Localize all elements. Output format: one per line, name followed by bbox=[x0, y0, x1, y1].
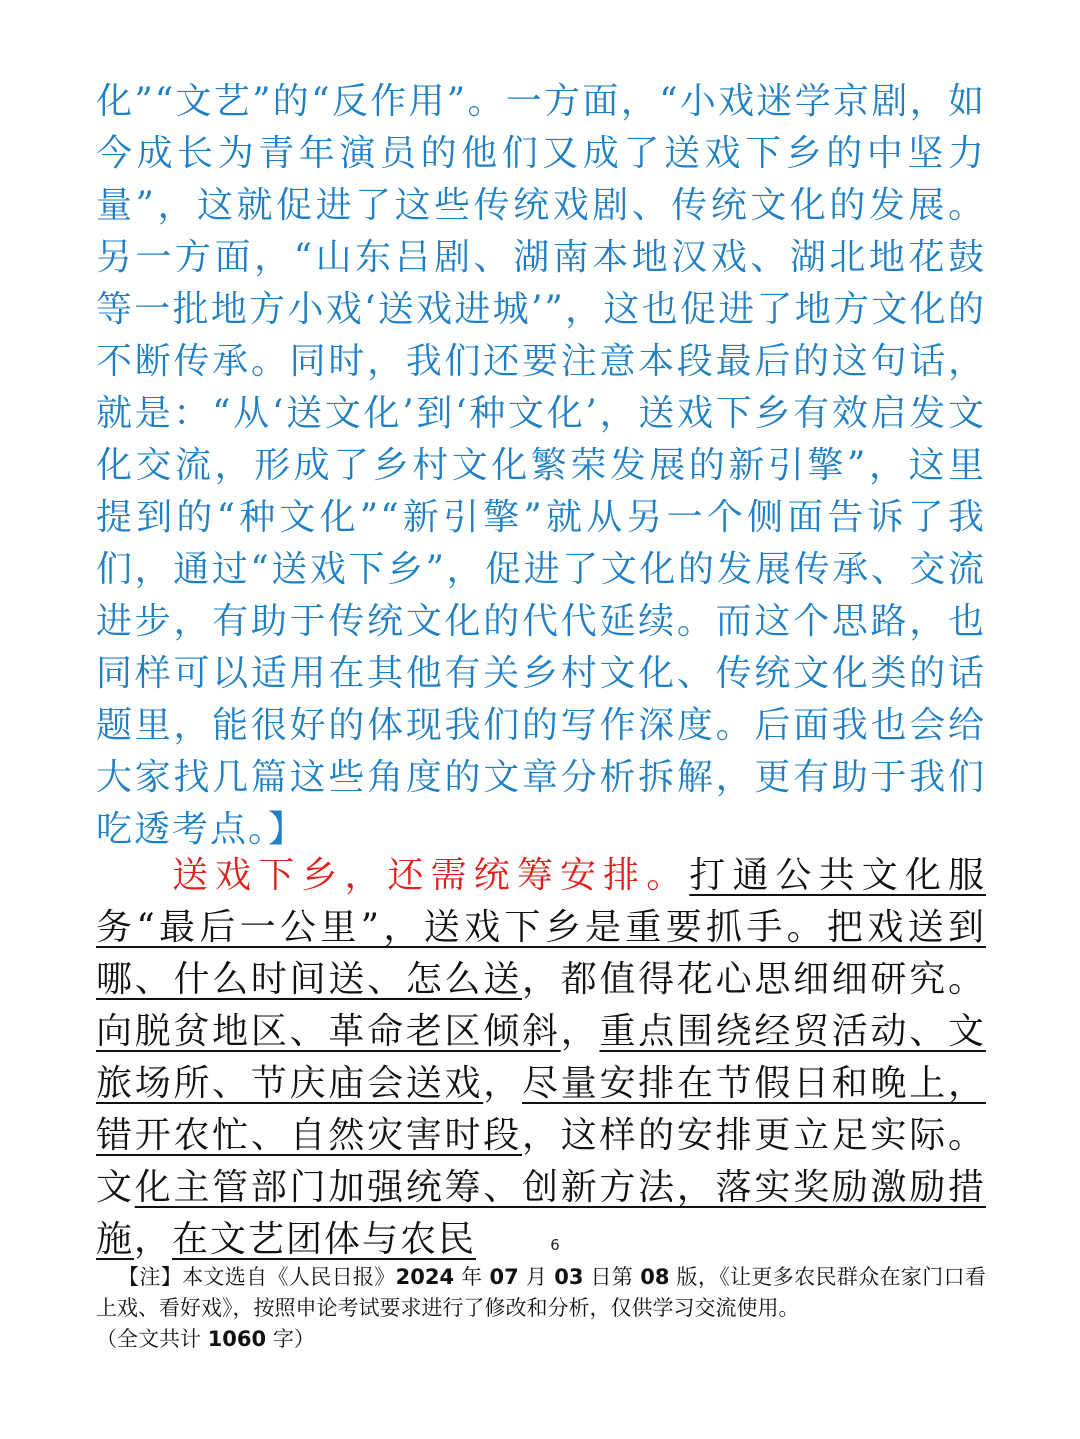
underlined-sentence: 化主管部门加强统筹、创新方法，落实奖励激励措施 bbox=[96, 1167, 986, 1260]
footnote-text: 字） bbox=[266, 1327, 315, 1351]
footnote-day: 03 bbox=[554, 1265, 584, 1289]
footnote-text: 日第 bbox=[583, 1265, 641, 1289]
underlined-sentence: 重点围绕经贸活动、文旅场所、节庆庙会送戏 bbox=[96, 1011, 986, 1104]
underlined-sentence: 在文艺团体与农民 bbox=[172, 1219, 477, 1260]
underlined-sentence: 打通公共文化服务“最后一公里”，送戏下乡是重要抓手。 bbox=[96, 855, 986, 948]
plain-text: ，都值得花心思细细研究。 bbox=[522, 959, 986, 1000]
underlined-sentence: 尽量安排在节假日和晚上，错开农忙、自然灾害时段 bbox=[96, 1063, 986, 1156]
footnote-year: 2024 bbox=[395, 1265, 455, 1289]
footnote-text: 月 bbox=[518, 1265, 555, 1289]
analysis-paragraph: 化”“文艺”的“反作用”。一方面，“小戏迷学京剧，如今成长为青年演员的他们又成了送戏下乡的中坚力量”，这就促进了这些传统戏剧、传统文化的发展。另一方面，“山东吕剧、湖南本地汉戏、湖北地花鼓等一批地方小戏‘送戏进城’”，这也促进了地方文化的不断传承。同时，我们还要注意本段最后的这句话，就是：“从‘送文化’到‘种文化’，送戏下乡有效启发文化交流，形成了乡村文化繁荣发展的新引擎”，这里提到的“种文化”“新引擎”就从另一个侧面告诉了我们，通过“送戏下乡”，促进了文化的发展传承、交流进步，有助于传统文化的代代延续。而这个思路，也同样可以适用在其他有关乡村文化、传统文化类的话题里，能很好的体现我们的写作深度。后面我也会给大家找几篇这些角度的文章分析拆解，更有助于我们吃透考点。】 bbox=[96, 81, 986, 850]
footnote-text: 年 bbox=[454, 1265, 490, 1289]
footnote-edition: 08 bbox=[640, 1265, 670, 1289]
footnote-text: 版，《让更多农民群众在家门口看上戏、看好戏》，按照申论考试要求进行了修改和分析，仅供学习交流使用。 bbox=[96, 1265, 987, 1320]
footnote-month: 07 bbox=[489, 1265, 519, 1289]
plain-text: ， bbox=[134, 1219, 173, 1260]
footnote-count: 1060 bbox=[207, 1327, 267, 1351]
plain-text: ，这样的安排更立足实际。文 bbox=[96, 1115, 986, 1208]
plain-text: ， bbox=[560, 1011, 600, 1052]
footnote-text: 【注】本文选自《人民日报》 bbox=[118, 1265, 396, 1289]
footnote-text: （全文共计 bbox=[96, 1327, 208, 1351]
body-paragraph bbox=[96, 850, 986, 1266]
plain-text: ， bbox=[483, 1063, 522, 1104]
underlined-sentence: 向脱贫地区、革命老区倾斜 bbox=[96, 1011, 561, 1052]
page-number: 6 bbox=[550, 1236, 560, 1254]
underlined-sentence: 把戏送到哪、什么时间送、怎么送 bbox=[96, 907, 986, 1000]
source-footnote bbox=[96, 1262, 986, 1355]
paragraph-heading: 送戏下乡，还需统筹安排。 bbox=[172, 855, 690, 896]
footnote-word-count bbox=[96, 1324, 986, 1355]
